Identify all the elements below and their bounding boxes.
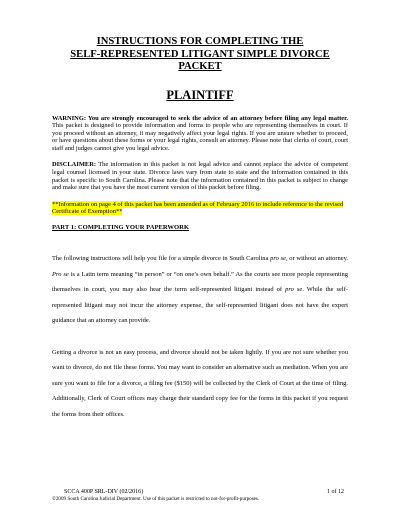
p1-text-d: . While the self-represented litigant may not incur the attorney expense, the self-represented litigant does not have the expert guidance that an attorney can provide.: [52, 286, 348, 325]
p1-italic-1: pro se: [270, 255, 286, 263]
disclaimer-text: The information in this packet is not legal advice and cannot replace the advice of competent legal counsel licensed in your state. Divorce laws vary from state to state and the information contained in this packet is specific to South Carolina. Please note that the information contained in this packet is subject to change and make sure that you have the most current version of this packet before filing.: [52, 161, 348, 192]
warning-paragraph: [52, 115, 348, 153]
p1-text-b: , or without an attorney.: [285, 255, 348, 263]
page-title: [52, 36, 348, 74]
amendment-notice: [52, 201, 348, 216]
page-footer: [52, 489, 344, 503]
part1-heading: PART 1: COMPLETING YOUR PAPERWORK: [52, 224, 190, 232]
part1-paragraph-2: Getting a divorce is not an easy process, and divorce should not be taken lightly. If you are not sure whether you want to divorce, do not file these forms. You may want to consider an alternative such as mediation. When you are sure you want to file for a divorce, a filing fee ($150) will be collected by the Clerk of Court at the time of filing. Additionally, Clerk of Court offices may charge their standard copy fee for the forms in this packet if you request the forms from their offices.: [52, 348, 348, 418]
disclaimer-lead: DISCLAIMER:: [52, 161, 96, 169]
p1-text-a: The following instructions will help you file for a simple divorce in South Carolina: [52, 255, 271, 263]
title-line-2: SELF-REPRESENTED LITIGANT SIMPLE DIVORCE: [70, 48, 330, 60]
title-line-1: INSTRUCTIONS FOR COMPLETING THE: [96, 36, 304, 47]
p1-text-c: is a Latin term meaning “in person” or “on one’s own behalf.” As the courts see more people representing themselves in court, you may also hear the term self-represented litigant instead of: [52, 270, 348, 294]
p1-italic-3: pro se: [285, 286, 303, 294]
page-subtitle: PLAINTIFF: [166, 87, 234, 102]
warning-text: This packet is designed to provide information and forms to people who are representing themselves in court. If you proceed without an attorney, it may negatively affect your legal rights. If you are unsure whether to proceed, or have questions about these forms or your legal rights, consult an attorney. Please note that clerks of court, court staff and judges cannot give you legal advice.: [52, 122, 348, 152]
p1-italic-2: Pro se: [52, 270, 69, 278]
page-number: 1 of 12: [327, 489, 344, 495]
copyright: ©2009 South Carolina Judicial Department. Use of this packet is restricted to not-for-profit-purposes.: [52, 496, 260, 502]
part1-paragraph-1: [52, 251, 348, 329]
title-line-3: PACKET: [178, 61, 222, 72]
warning-lead: WARNING: You are strongly encouraged to seek the advice of an attorney before filing any legal matter.: [52, 114, 348, 122]
form-id: SCCA 400P SRL-DIV (02/2016): [64, 489, 144, 495]
amendment-notice-text: **Information on page 4 of this packet has been amended as of February 2016 to include reference to the revised Certificate of Exemption**: [52, 200, 344, 216]
disclaimer-paragraph: [52, 161, 348, 191]
